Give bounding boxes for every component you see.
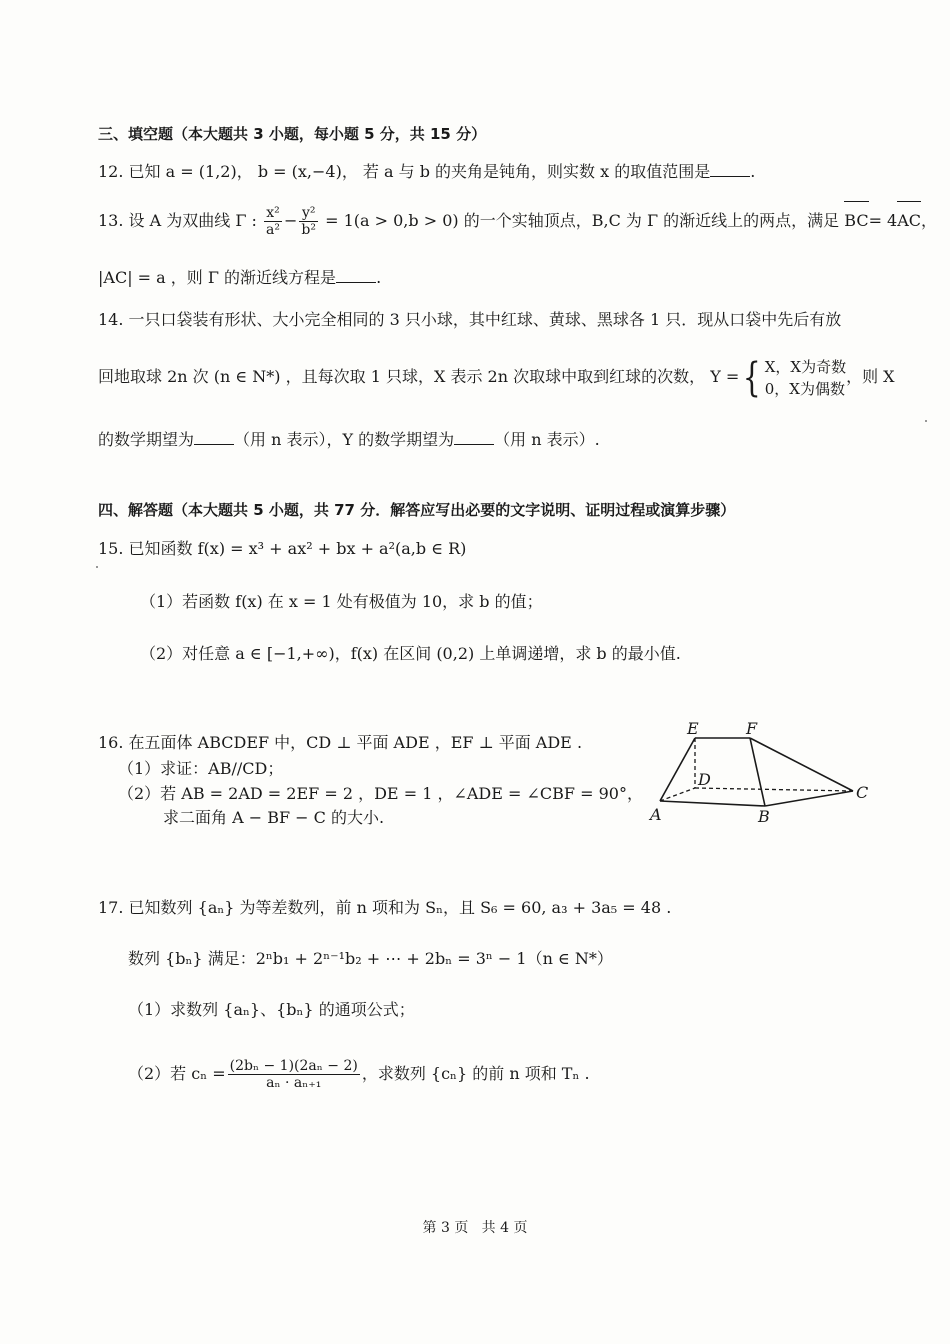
question-15: [98, 539, 466, 559]
q17-part-1: （1）求数列 {aₙ}、{bₙ} 的通项公式；: [128, 1000, 415, 1019]
q13-text-2: = 1(a > 0,b > 0) 的一个实轴顶点，B,C 为 Γ 的渐近线上的两点，满足: [325, 211, 840, 230]
vertex-label-d: D: [698, 770, 711, 789]
q13-line-2: |AC| = a ，则 Γ 的渐近线方程是 .: [98, 268, 382, 287]
q14-y-equals: Y =: [710, 367, 740, 386]
q16-part-2-continued: 求二面角 A − BF − C 的大小.: [163, 808, 385, 827]
q17-stem: 已知数列 {aₙ} 为等差数列，前 n 项和为 Sₙ，且 S₆ = 60, a₃ + 3a₅ = 48 .: [128, 898, 672, 917]
q16-part-2: （2）若 AB = 2AD = 2EF = 2 ，DE = 1 ，∠ADE = ∠CBF = 90°，: [118, 784, 643, 803]
q14-piecewise: X，X为奇数 0，X为偶数: [764, 357, 847, 398]
question-12: [98, 162, 755, 182]
q14-line-2: 回地取球 2n 次 (n ∈ N*) ，且每次取 1 只球，X 表示 2n 次取球中取到红球的次数， Y ={ X，X为奇数 0，X为偶数 ，则 X: [98, 354, 895, 401]
edge-bc: [765, 791, 853, 806]
edge-fc: [750, 738, 853, 791]
q13-text-1: 设 A 为双曲线 Γ :: [128, 211, 257, 230]
pentahedron-figure: [640, 716, 880, 828]
q13-fraction-x: $\frac{\text{x²}}{\text{a²}}$: [266, 205, 281, 238]
edge-fb: [750, 738, 765, 806]
page-footer: 第 3 页 共 4 页: [422, 1220, 528, 1236]
section-3-title: 三、填空题（本大题共 3 小题，每小题 5 分，共 15 分）: [98, 125, 487, 143]
vertex-label-a: A: [650, 805, 662, 824]
q16-part-1: （1）求证：AB//CD；: [118, 759, 284, 778]
edge-dc: [695, 788, 853, 791]
edge-ab: [660, 801, 765, 806]
q15-part-2: （2）对任意 a ∈ [−1,+∞)，f(x) 在区间 (0,2) 上单调递增，求 b 的最小值.: [140, 644, 681, 663]
q14-number: 14.: [98, 310, 124, 329]
left-brace-icon: {: [743, 354, 761, 401]
q12-text-2: 若 a 与 b 的夹角是钝角，则实数 x 的取值范围是: [362, 162, 711, 181]
vertex-label-c: C: [856, 783, 869, 802]
q12-vector-b: b = (x,−4)，: [257, 162, 358, 181]
q12-number: 12.: [98, 162, 124, 181]
q14-answer-blank-1: [194, 430, 234, 445]
q15-part-1: （1）若函数 f(x) 在 x = 1 处有极值为 10，求 b 的值；: [140, 592, 543, 611]
vertex-label-e: E: [687, 719, 699, 738]
edge-ae: [660, 738, 695, 801]
question-16: [98, 733, 582, 753]
vertex-label-f: F: [746, 719, 758, 738]
q13-fraction-y: $\frac{\text{y²}}{\text{b²}}$: [301, 205, 316, 238]
question-14: [98, 310, 841, 330]
question-13: 13. 设 A 为双曲线 Γ : $\frac{\text{x²}}{\text{a²}}$ − $\frac{\text{y²}}{\text{b²}}$ = 1(a > 0,b > 0) 的一个实轴顶点，B,C 为 Γ 的渐近线上的两点，满足 BC= 4AC，: [98, 205, 938, 238]
q12-vector-a: a = (1,2)，: [165, 162, 253, 181]
q15-number: 15.: [98, 539, 124, 558]
scan-speck: [96, 566, 98, 568]
q17-number: 17.: [98, 898, 124, 917]
q15-stem: 已知函数 f(x) = x³ + ax² + bx + a²(a,b ∈ R): [128, 539, 467, 558]
q17-line-2: 数列 {bₙ} 满足：2ⁿb₁ + 2ⁿ⁻¹b₂ + ⋯ + 2bₙ = 3ⁿ − 1（n ∈ N*）: [128, 949, 613, 968]
q13-vector-ac: AC: [897, 203, 921, 239]
q13-vector-bc: BC: [844, 203, 868, 239]
question-17: [98, 898, 671, 918]
q13-number: 13.: [98, 211, 124, 230]
q12-end: .: [750, 162, 756, 181]
scan-speck: [925, 420, 927, 422]
q17-fraction: $\frac{\text{(2bₙ − 1)(2aₙ − 2)}}{\text{aₙ · aₙ₊₁}}$: [229, 1058, 358, 1091]
section-4-title: 四、解答题（本大题共 5 小题，共 77 分．解答应写出必要的文字说明、证明过程或演算步骤）: [98, 501, 736, 519]
q13-answer-blank: [336, 268, 376, 283]
q16-number: 16.: [98, 733, 124, 752]
vertex-label-b: B: [758, 807, 770, 826]
q12-answer-blank: [710, 162, 750, 177]
q17-part-2: （2）若 cₙ = $\frac{\text{(2bₙ − 1)(2aₙ − 2)}}{\text{aₙ · aₙ₊₁}}$ ，求数列 {cₙ} 的前 n 项和 Tₙ .: [128, 1058, 590, 1091]
q14-answer-blank-2: [454, 430, 494, 445]
q14-line-1: 一只口袋装有形状、大小完全相同的 3 只小球，其中红球、黄球、黑球各 1 只．现从口袋中先后有放: [128, 310, 842, 329]
q16-stem: 在五面体 ABCDEF 中，CD ⊥ 平面 ADE ，EF ⊥ 平面 ADE .: [128, 733, 583, 752]
q12-text-1: 已知: [128, 162, 161, 181]
q14-line-3: 的数学期望为 （用 n 表示），Y 的数学期望为 （用 n 表示）.: [98, 430, 600, 449]
